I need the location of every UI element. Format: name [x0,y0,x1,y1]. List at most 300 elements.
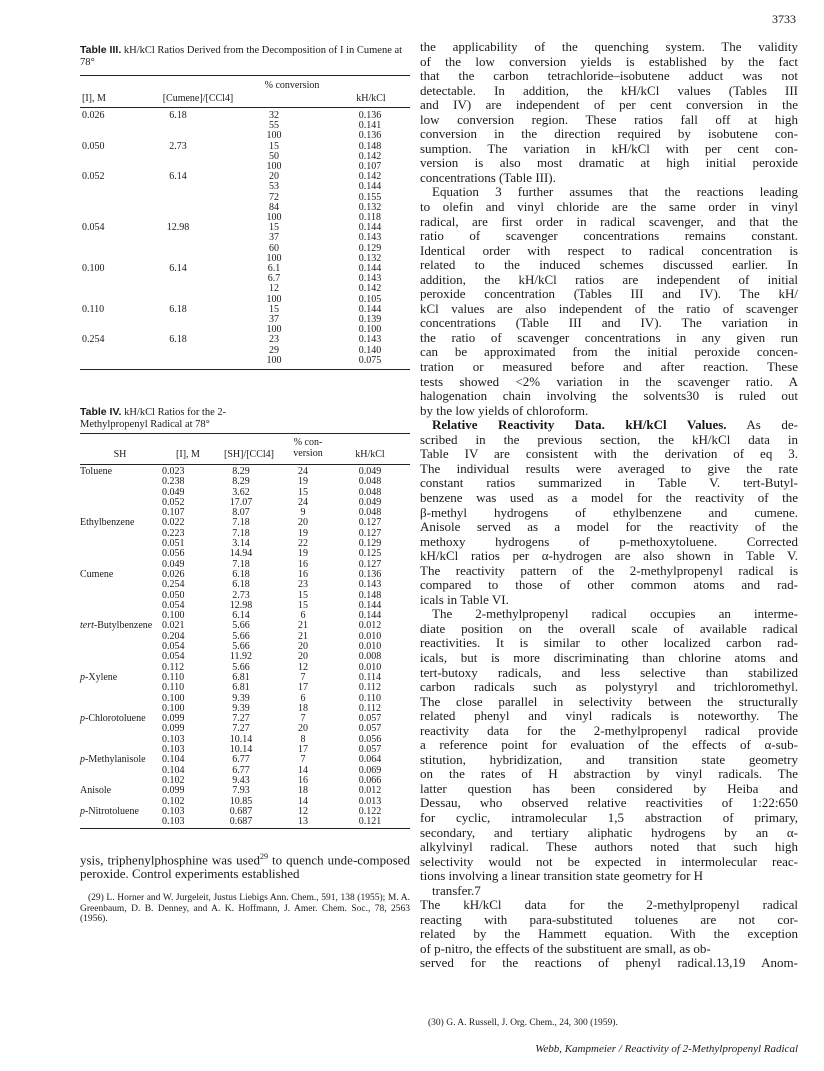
table3-cell [80,152,138,162]
table3-cell: 0.142 [358,150,382,162]
table4-cell: 17.07 [229,496,253,508]
table4-cell: 22 [298,538,308,550]
body-line: on the rates of H abstraction by vinyl radicals. The [420,766,798,782]
table4-cell: 0.066 [358,774,382,786]
table3-header-k: kH/kCl [356,93,386,104]
left-body-text-part2: to quench unde-composed peroxide. Control experiments established [80,852,410,882]
body-line: Relative Reactivity Data. kH/kCl Values. As de- [432,417,798,433]
table3-cell: 6.1 [267,263,281,275]
table4-cell: Ethylbenzene [80,517,135,529]
body-line: secondary, and tertiary aliphatic hydrogens by an α- [420,824,798,840]
table4-cell: 0.110 [162,682,185,694]
table4-cell [80,642,162,652]
body-line: to olefin and vinyl chloride are the same order in vinyl [420,199,798,215]
table3-cell: 37 [269,232,279,244]
table4-cell: Cumene [80,568,114,580]
table3-cell [80,346,138,356]
table3-cell [80,193,138,203]
table4-header-conversion: % con-version [293,437,323,459]
body-line: β-methyl hydrogens of ethylbenzene and cumene. [420,504,798,520]
table3-cell [80,182,138,192]
body-line: detectable. In addition, the kH/kCl values (Tables III [420,82,798,98]
table3-cell: 60 [269,242,279,254]
table3-cell [80,203,138,213]
table3-cell: 100 [266,252,282,264]
table4-cell [80,632,162,642]
table4-cell: 0.012 [358,785,382,797]
table3-header-ratio: [Cumene]/[CCl4] [162,93,234,104]
table4-cell: 19 [298,476,308,488]
table3-cell [138,284,218,294]
table4-cell: 8.29 [232,466,250,477]
table4-cell: 13 [298,816,308,828]
table4-cell: 16 [298,568,308,580]
table4-cell: 11.92 [229,651,253,663]
table3-cell: 0.144 [358,222,382,234]
table4-cell: 20 [298,517,308,529]
body-line: The kH/kCl data for the 2-methylpropenyl radical [420,897,798,913]
table4-cell: 0.125 [358,548,382,560]
table4-cell: 0.056 [162,548,185,560]
table4-cell [80,591,162,601]
table4-cell: 0.103 [162,805,185,817]
table4-cell: 0.008 [358,651,382,663]
table4-cell: 0.254 [162,579,185,591]
table4-cell: 10.14 [229,733,253,745]
table4-cell: 7 [300,713,306,725]
table4-cell: p-Methylanisole [80,754,146,766]
body-line: alkylvinyl radical. These authors noted that such high [420,839,798,855]
table4-cell: 14.94 [229,548,253,560]
body-line: stitution, hybridization, and transition state geometry [420,751,798,767]
body-line: kCl values are also independent of the ratio of scavenger [420,300,798,316]
table4-cell: 15 [298,486,308,498]
table4-cell: 6.77 [232,764,250,776]
table4-cell: 24 [298,496,308,508]
table3-cell: 0.132 [358,201,382,213]
table4-cell: 9.39 [232,702,250,714]
table4-cell [80,549,162,559]
table4-cell: 18 [298,702,308,714]
table4-cell: 12 [298,805,308,817]
table4-cell: 9.43 [232,774,250,786]
table4-header-ratio: [SH]/[CCl4] [224,449,274,460]
table4-cell: 6.77 [232,754,250,766]
footnote-30-text: (30) G. A. Russell, J. Org. Chem., 24, 300 (1959). [428,1018,618,1028]
table4-cell: 0.102 [162,795,185,807]
table4-cell: 0.049 [162,486,185,498]
table3-cell [80,284,138,294]
table3-cell: 0.105 [358,293,382,305]
table4-cell: 2.73 [232,589,250,601]
table4-cell: 8 [300,733,306,745]
table4-cell: 0.099 [162,785,185,797]
body-line: for cyclic, intramolecular 1,5 abstraction of primary, [420,809,798,825]
body-line: the applicability of the quenching system. The validity [420,39,798,54]
table4-cell: 0.010 [358,630,382,642]
table3-cell: 0.143 [358,334,382,346]
table4-caption [80,406,280,431]
table4-cell: 0.100 [162,702,185,714]
table4-cell: 0.023 [162,466,185,477]
table3-cell [138,152,218,162]
table3-cell: 0.129 [358,242,382,254]
table3-cell: 15 [269,222,279,234]
table4-cell: 0.104 [162,754,185,766]
body-line: Identical order with respect to radical concentration is [420,242,798,258]
table4-cell: 0.121 [358,816,382,828]
table4-cell: 0.064 [358,754,382,766]
table4-cell: 6.81 [232,671,250,683]
table4-header [80,437,410,465]
table3-cell: 12.98 [166,222,190,234]
table4-cell: 0.114 [358,671,382,683]
table3-cell: 0.118 [358,212,382,224]
table3-caption-text: kH/kCl Ratios Derived from the Decomposition of I in Cumene at 78° [80,45,403,68]
table3-cell: 0.155 [358,191,382,203]
table4-cell [80,529,162,539]
table4-cell: 0.102 [162,774,185,786]
table4-cell: 0.049 [162,558,185,570]
table3-cell: 0.143 [358,273,382,285]
table4-cell [80,498,162,508]
table3-cell [80,233,138,243]
table3-cell [80,121,138,131]
table4-cell [80,766,162,776]
table4-cell: 7.27 [232,713,250,725]
body-line: addition, the kH/kCl ratios are independent of initial [420,271,798,287]
table4-cell: 0.100 [162,610,185,622]
table4-header-rule [80,464,410,465]
table4-cell: 0.129 [358,538,382,550]
table4-cell: 6.14 [232,610,250,622]
table3-cell [80,315,138,325]
table4-cell: 0.127 [358,527,382,539]
table3-cell [138,346,218,356]
table3-cell: 6.18 [169,303,187,315]
table4-cell: 7 [300,754,306,766]
table4-cell: 5.66 [232,641,250,653]
table3-cell: 6.18 [169,110,187,121]
table4-cell: 18 [298,785,308,797]
table4-row [80,683,410,693]
table3-cell [138,121,218,131]
table4-cell: 20 [298,641,308,653]
body-line: kH/kCl ratios per α-hydrogen are also shown in Table V. [420,548,798,564]
table4-cell: 15 [298,589,308,601]
body-line: conversion in the direction required by isobutene con- [420,126,798,142]
table4-cell: 0.054 [162,651,185,663]
table4-cell: 10.85 [229,795,253,807]
body-line: can be approximated from the initial peroxide concen- [420,344,798,360]
table4-cell: 3.62 [232,486,250,498]
table3-cell: 72 [269,191,279,203]
table4-cell: 0.122 [358,805,382,817]
table4-cell: 0.687 [229,816,253,828]
table4-cell: 7.18 [232,517,250,529]
table4-cell: 0.057 [358,723,382,735]
body-line: that the carbon tetrachloride–isobutene adduct was not [420,68,798,84]
table3-cell: 100 [266,161,282,173]
footnote-29 [80,893,410,925]
table3-cell: 32 [269,110,279,121]
table3-cell: 15 [269,140,279,152]
table4-cell: 0.022 [162,517,185,529]
table3-cell: 0.050 [82,140,105,152]
table4-cell: 0.069 [358,764,382,776]
table3-cell [138,274,218,284]
body-line: scribed in the previous section, the kH/kCl data in [420,431,798,447]
table4-cell: 9.39 [232,692,250,704]
table4-cell: 0.127 [358,517,382,529]
table3-cell [138,356,218,366]
left-body-text [80,850,410,881]
table4-cell: 21 [298,630,308,642]
table4-header-k: kH/kCl [355,449,385,460]
table3-cell: 6.14 [169,171,187,183]
page-number: 3733 [772,12,796,26]
table4-caption-text: kH/kCl Ratios for the 2-Methylpropenyl Radical at 78° [80,407,227,430]
table4-cell: 6 [300,610,306,622]
table4-cell: 7.18 [232,527,250,539]
table4-cell: 0.204 [162,630,185,642]
table3-cell: 12 [269,283,279,295]
table4-cell: 6.18 [232,568,250,580]
body-line: The reactivity pattern of the 2-methylpropenyl radical is [420,562,798,578]
body-line: Equation 3 further assumes that the reactions leading [432,184,798,200]
table4-cell: 0.057 [358,713,382,725]
table3-cell: 0.139 [358,314,382,326]
table4-cell: 21 [298,620,308,632]
table4-cell: 0.049 [358,466,382,477]
table3-cell: 2.73 [169,140,187,152]
table4-cell: 0.110 [358,692,382,704]
table4-cell [80,477,162,487]
body-line: methoxy hydrogens of p-methoxytoluene. Corrected [420,533,798,549]
table3-caption [80,44,410,69]
table4-cell: 0.056 [358,733,382,745]
table3-cell: 0.132 [358,252,382,264]
table4-cell [80,683,162,693]
table4-cell [80,724,162,734]
table4-cell: 0.048 [358,507,382,519]
table4-cell: 6.18 [232,579,250,591]
body-line: Table IV are consistent with the derivation of eq 3. [420,446,798,462]
body-line: related to the induced schemes discussed earlier. In [420,257,798,273]
table3-cell: 6.7 [267,273,281,285]
table4-cell: 8.07 [232,507,250,519]
table3-cell: 20 [269,171,279,183]
table4-cell: 8.29 [232,476,250,488]
table4-header-sh: SH [113,449,127,460]
table4-cell: 0.052 [162,496,185,508]
body-line: related by the Hammett equation. With the exception [420,926,798,942]
table4-cell: 6 [300,692,306,704]
table4-cell: 0.143 [358,579,382,591]
table4-cell [80,652,162,662]
table3-cell: 0.140 [358,344,382,356]
table4-cell: 14 [298,795,308,807]
table4-cell: 0.104 [162,764,185,776]
body-line: transfer.7 [432,882,481,898]
table4-cell [80,817,162,827]
table3-cell: 100 [266,354,282,366]
table3-cell: 0.136 [358,110,382,121]
body-line: of the low conversion yields is established by the fact [420,53,798,69]
body-line: concentrations (Table III and IV). The variation in [420,315,798,331]
footnote-29-text: (29) L. Horner and W. Jurgeleit, Justus Liebigs Ann. Chem., 591, 138 (1955); M. A. Greenbaum, D. B. Denney, and A. K. Hoffmann, J. Amer. Chem. Soc., 78, 2563 (1956). [80,893,410,925]
table4-cell: 0.136 [358,568,382,580]
body-line: radical, are first order in radical scavenger, and that the [420,213,798,229]
table4-cell: 0.103 [162,744,185,756]
table3-cell: 100 [266,130,282,142]
table4-bottom-rule [80,828,410,829]
table4-cell: 14 [298,764,308,776]
body-line: a reference point for evaluation of the effects of α-sub- [420,737,798,753]
table4-cell: 5.66 [232,630,250,642]
table4-cell: 0.054 [162,599,185,611]
table3-cell: 23 [269,334,279,346]
table4-cell: 0.057 [358,744,382,756]
table3-cell [138,233,218,243]
table4-cell: 0.013 [358,795,382,807]
body-line: reactivity data for the 2-methylpropenyl radical provide [420,722,798,738]
table3-cell: 6.18 [169,334,187,346]
table4-cell: 6.81 [232,682,250,694]
table4-cell: 0.144 [358,599,382,611]
table4-cell: 10.14 [229,744,253,756]
ref-29-superscript: 29 [259,852,268,861]
table4-row [80,786,410,796]
left-body-text-part1: ysis, triphenylphosphine was used [80,852,260,868]
table4-cell: 0.148 [358,589,382,601]
table3-cell: 0.144 [358,303,382,315]
body-line: the ratio of scavenger concentrations in any given run [420,329,798,345]
table4-cell: 0.107 [162,507,185,519]
table4-cell: 17 [298,744,308,756]
table3-cell: 100 [266,212,282,224]
table4-cell: 23 [298,579,308,591]
body-line: tests showed <2% variation in the scavenger ratio. A [420,373,798,389]
table4-caption-label: Table IV. [80,406,122,418]
body-line: tions involving a linear transition state geometry for H [420,868,704,884]
table4-cell: 24 [298,466,308,477]
body-line: compared to those of other common atoms and rad- [420,577,798,593]
table3-cell: 0.075 [358,354,382,366]
body-line: low conversion region. These ratios fall off at high [420,111,798,127]
table4-cell: 0.021 [162,620,185,632]
body-line: The individual results were averaged to give the rate [420,460,798,476]
table3-cell: 84 [269,201,279,213]
table4-cell: 15 [298,599,308,611]
table4-top-rule [80,433,410,434]
table3-cell: 55 [269,120,279,132]
table4-cell: 0.112 [162,661,185,673]
body-line: Dessau, who observed relative reactivities of 1:22:650 [420,795,798,811]
table3-cell [80,244,138,254]
table4-cell: Toluene [80,466,113,477]
table3-cell: 100 [266,324,282,336]
body-line: icals, but is more discriminating than chlorine atoms and [420,649,798,665]
table3-row [80,356,410,366]
table4-cell: 0.127 [358,558,382,570]
table3-cell: 6.14 [169,263,187,275]
table4 [80,467,410,827]
table4-cell: 0.050 [162,589,185,601]
table4-cell: 0.049 [358,496,382,508]
body-line: Anisole served as a model for the reactivity of the [420,519,798,535]
table3-cell [138,182,218,192]
table3-cell [80,356,138,366]
table4-header-i: [I], M [176,449,200,460]
table4-cell: 12.98 [229,599,253,611]
table3-cell: 50 [269,150,279,162]
body-line: The 2-methylpropenyl radical occupies an interme- [432,606,798,622]
body-line: carbon radicals such as polystyryl and trichloromethyl. [420,679,798,695]
table3-cell: 0.142 [358,283,382,295]
table4-cell: 0.144 [358,610,382,622]
table4-cell: 0.010 [358,641,382,653]
table4-cell: 0.099 [162,723,185,735]
table4-cell: 0.103 [162,733,185,745]
body-line: selectivity would not be expected in intermolecular reac- [420,853,798,869]
table4-cell: 17 [298,682,308,694]
table3-cell [138,193,218,203]
table4-cell: 0.100 [162,692,185,704]
table4-cell: 0.110 [162,671,185,683]
table4-cell [80,580,162,590]
table4-cell: 20 [298,651,308,663]
table4-cell: 0.051 [162,538,185,550]
table4-cell [80,735,162,745]
body-line: ratio of scavenger concentrations remains constant. [420,228,798,244]
table3-cell: 0.026 [82,110,105,121]
table4-cell [80,694,162,704]
body-line: peroxide concentration (Tables III and IV). The kH/ [420,286,798,302]
body-line: benzene was used as a model for the reactivity of the [420,489,798,505]
right-column-body [420,40,798,971]
table4-cell: 0.012 [358,620,382,632]
table4-cell: 5.66 [232,620,250,632]
table3-cell: 0.144 [358,181,382,193]
table3-cell: 0.107 [358,161,382,173]
table4-cell: 0.048 [358,486,382,498]
table3-cell: 0.100 [358,324,382,336]
table4-cell: 7.27 [232,723,250,735]
table4-cell: 0.103 [162,816,185,828]
table4-cell: 5.66 [232,661,250,673]
table4-cell [80,601,162,611]
body-line: The close parallel in selectivity between the structurally [420,693,798,709]
body-line: related phenyl and vinyl radicals is noteworthy. The [420,708,798,724]
table4-cell: 0.223 [162,527,185,539]
table3-cell: 0.136 [358,130,382,142]
body-line: by the low yields of chloroform. [420,402,589,418]
table3-cell: 37 [269,314,279,326]
table4-cell: 0.112 [358,682,382,694]
body-line: concentrations (Table III). [420,169,556,185]
table3-header-i: [I], M [82,93,106,104]
table3 [80,111,410,366]
table3-cell: 0.144 [358,263,382,275]
body-line: served for the reactions of phenyl radical.13,19 Anom- [420,955,798,971]
table4-cell: 0.238 [162,476,185,488]
table4-cell [80,488,162,498]
table4-cell: 0.099 [162,713,185,725]
table3-cell: 0.141 [358,120,382,132]
body-line: of p-nitro, the effects of the substituent are small, as ob- [420,940,711,956]
table4-cell: 3.14 [232,538,250,550]
